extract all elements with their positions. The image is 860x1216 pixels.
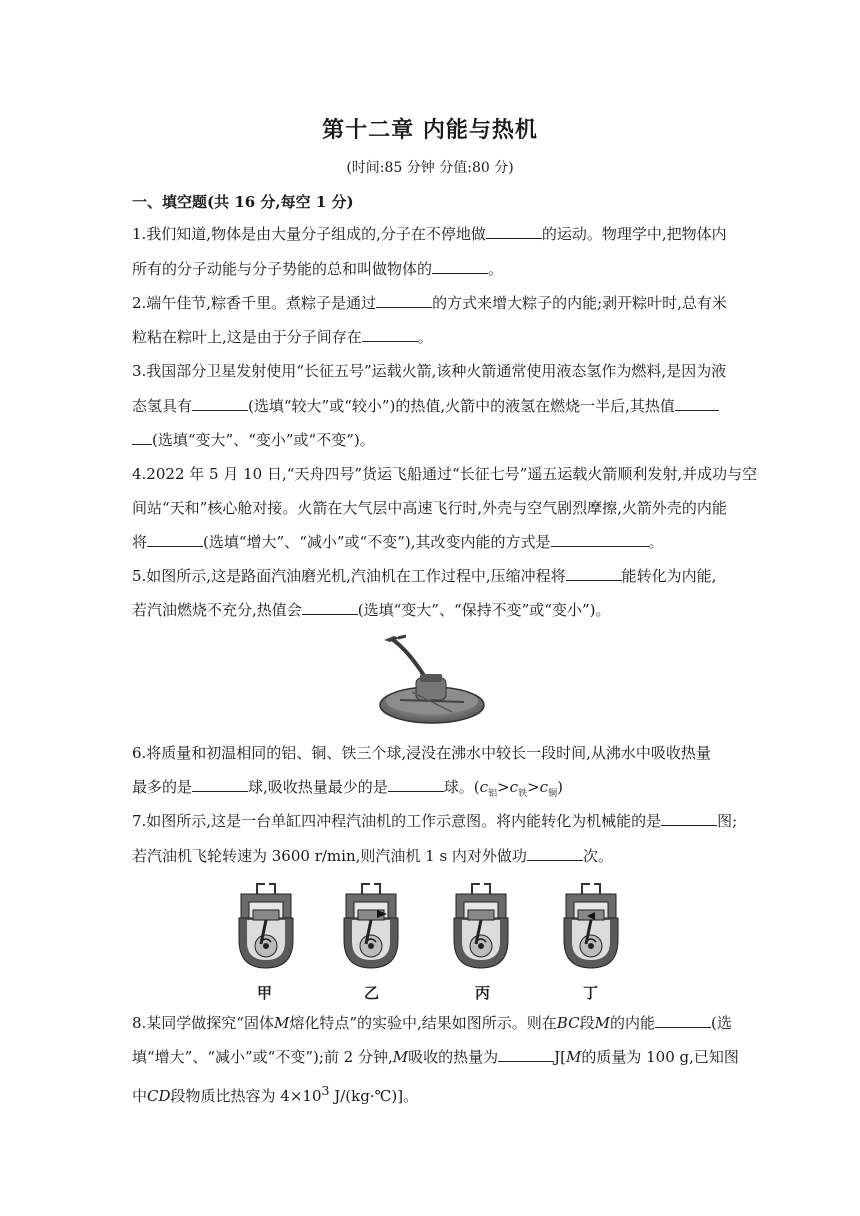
q3-line1: 3.我国部分卫星发射使用“长征五号”运载火箭,该种火箭通常使用液态氢作为燃料,是因为液 — [132, 362, 727, 380]
q2-blank1[interactable] — [376, 293, 432, 308]
q2-text: 。 — [417, 328, 433, 346]
q7-text: 图; — [717, 812, 738, 830]
q4-text: (选填“增大”、“减小”或“不变”),其改变内能的方式是 — [203, 533, 551, 551]
q2-text: 粒粘在粽叶上,这是由于分子间存在 — [132, 328, 362, 346]
engine-label-d: 丁 — [583, 984, 599, 1002]
q8-blank2[interactable] — [498, 1047, 554, 1062]
q1-text: 的运动。物理学中,把物体内 — [541, 225, 727, 243]
q4-text: 将 — [132, 533, 148, 551]
q6-c-symbol: c — [539, 778, 549, 796]
q8-text: 吸收的热量为 — [408, 1048, 499, 1066]
q8-blank1[interactable] — [655, 1013, 711, 1028]
q8-text: (选 — [710, 1014, 732, 1032]
section-heading: 一、填空题(共 16 分,每空 1 分) — [132, 193, 354, 211]
q8-m-symbol: M — [392, 1048, 409, 1066]
q6-gt: > — [527, 778, 540, 796]
q5-text: 若汽油燃烧不充分,热值会 — [132, 601, 302, 619]
q2-text: 2.端午佳节,粽香千里。煮粽子是通过 — [132, 294, 377, 312]
q8-text: J[ — [554, 1048, 567, 1066]
q1-text: 所有的分子动能与分子势能的总和叫做物体的 — [132, 260, 433, 278]
power-trowel-figure — [370, 630, 490, 728]
q5-blank1[interactable] — [566, 566, 622, 581]
q8-line3 — [132, 1081, 732, 1106]
q8-text: 段物质比热容为 4×10 — [170, 1087, 322, 1105]
q6-sub-fe: 铁 — [518, 789, 528, 799]
q8-line1 — [132, 1013, 732, 1033]
q8-m-symbol: M — [594, 1014, 610, 1032]
q3-text: 态氢具有 — [132, 397, 193, 415]
q8-text: J/(kg·℃)]。 — [329, 1087, 419, 1105]
q2-line1 — [132, 293, 732, 313]
engine-label-a: 甲 — [257, 984, 273, 1002]
q8-text: 填“增大”、“减小”或“不变”);前 2 分钟, — [132, 1048, 393, 1066]
q8-bc-symbol: BC — [556, 1014, 580, 1032]
q3-line3 — [132, 430, 732, 450]
q4-text: 。 — [648, 533, 664, 551]
q6-c-symbol: c — [509, 778, 519, 796]
q6-sub-cu: 铜 — [548, 789, 558, 799]
q6-blank1[interactable] — [192, 777, 248, 792]
q8-text: 中 — [132, 1087, 148, 1105]
q8-cd-symbol: CD — [147, 1087, 171, 1105]
q8-text: 的内能 — [609, 1014, 655, 1032]
engine-strokes-figure — [225, 880, 635, 980]
q3-blank2-cont[interactable] — [132, 430, 152, 445]
q2-line2 — [132, 327, 732, 347]
q3-blank1[interactable] — [192, 396, 248, 411]
q5-line1 — [132, 566, 732, 586]
q7-line2 — [132, 846, 732, 866]
q1-line1 — [132, 224, 732, 244]
q6-blank2[interactable] — [388, 777, 444, 792]
q6-sub-al: 铝 — [488, 789, 498, 799]
q8-text: 8.某同学做探究“固体 — [132, 1014, 274, 1032]
q5-blank2[interactable] — [302, 600, 358, 615]
q6-line2 — [132, 777, 732, 804]
q1-blank1[interactable] — [486, 224, 542, 239]
q2-text: 的方式来增大粽子的内能;剥开粽叶时,总有米 — [432, 294, 727, 312]
q6-gt: > — [497, 778, 510, 796]
q4-blank1[interactable] — [147, 532, 203, 547]
q8-exponent: 3 — [321, 1083, 330, 1098]
exam-info: (时间:85 分钟 分值:80 分) — [346, 160, 514, 176]
q4-line3 — [132, 532, 732, 552]
q8-text: 熔化特点”的实验中,结果如图所示。则在 — [289, 1014, 557, 1032]
q7-text: 7.如图所示,这是一台单缸四冲程汽油机的工作示意图。将内能转化为机械能的是 — [132, 812, 662, 830]
q5-text: (选填“变大”、“保持不变”或“变小”)。 — [357, 601, 611, 619]
q3-line2 — [132, 396, 732, 416]
q6-text: 最多的是 — [132, 778, 193, 796]
q8-text: 段 — [579, 1014, 595, 1032]
q1-blank2[interactable] — [432, 259, 488, 274]
q3-text: (选填“较大”或“较小”)的热值,火箭中的液氢在燃烧一半后,其热值 — [248, 397, 675, 415]
q5-text: 5.如图所示,这是路面汽油磨光机,汽油机在工作过程中,压缩冲程将 — [132, 567, 566, 585]
q1-line2 — [132, 259, 732, 279]
q7-blank2[interactable] — [527, 846, 583, 861]
q8-m-symbol: M — [273, 1014, 290, 1032]
q8-text: 的质量为 100 g,已知图 — [581, 1048, 739, 1066]
q5-text: 能转化为内能, — [621, 567, 717, 585]
q8-m-symbol: M — [566, 1048, 582, 1066]
q1-text: 1.我们知道,物体是由大量分子组成的,分子在不停地做 — [132, 225, 486, 243]
q4-line2: 间站“天和”核心舱对接。火箭在大气层中高速飞行时,外壳与空气剧烈摩擦,火箭外壳的内能 — [132, 499, 727, 517]
q3-text: (选填“变大”、“变小”或“不变”)。 — [152, 431, 375, 449]
q6-line1: 6.将质量和初温相同的铝、铜、铁三个球,浸没在沸水中较长一段时间,从沸水中吸收热量 — [132, 744, 711, 762]
q6-text: 球。( — [443, 778, 480, 796]
engine-label-b: 乙 — [364, 984, 380, 1002]
q1-text: 。 — [488, 260, 504, 278]
q3-blank2[interactable] — [675, 396, 719, 411]
q2-blank2[interactable] — [362, 327, 418, 342]
q5-line2 — [132, 600, 732, 620]
q7-line1 — [132, 811, 738, 831]
q7-text: 若汽油机飞轮转速为 3600 r/min,则汽油机 1 s 内对外做功 — [132, 847, 527, 865]
engine-label-c: 丙 — [475, 984, 491, 1002]
q6-c-symbol: c — [479, 778, 489, 796]
q8-line2 — [132, 1047, 739, 1067]
page-title: 第十二章 内能与热机 — [322, 117, 538, 143]
q7-blank1[interactable] — [661, 811, 717, 826]
q7-text: 次。 — [582, 847, 613, 865]
q4-blank2[interactable] — [551, 532, 649, 547]
q4-line1: 4.2022 年 5 月 10 日,“天舟四号”货运飞船通过“长征七号”遥五运载火箭顺利发射,并成功与空 — [132, 465, 758, 483]
q6-text: 球,吸收热量最少的是 — [248, 778, 388, 796]
q6-text: ) — [557, 778, 563, 796]
